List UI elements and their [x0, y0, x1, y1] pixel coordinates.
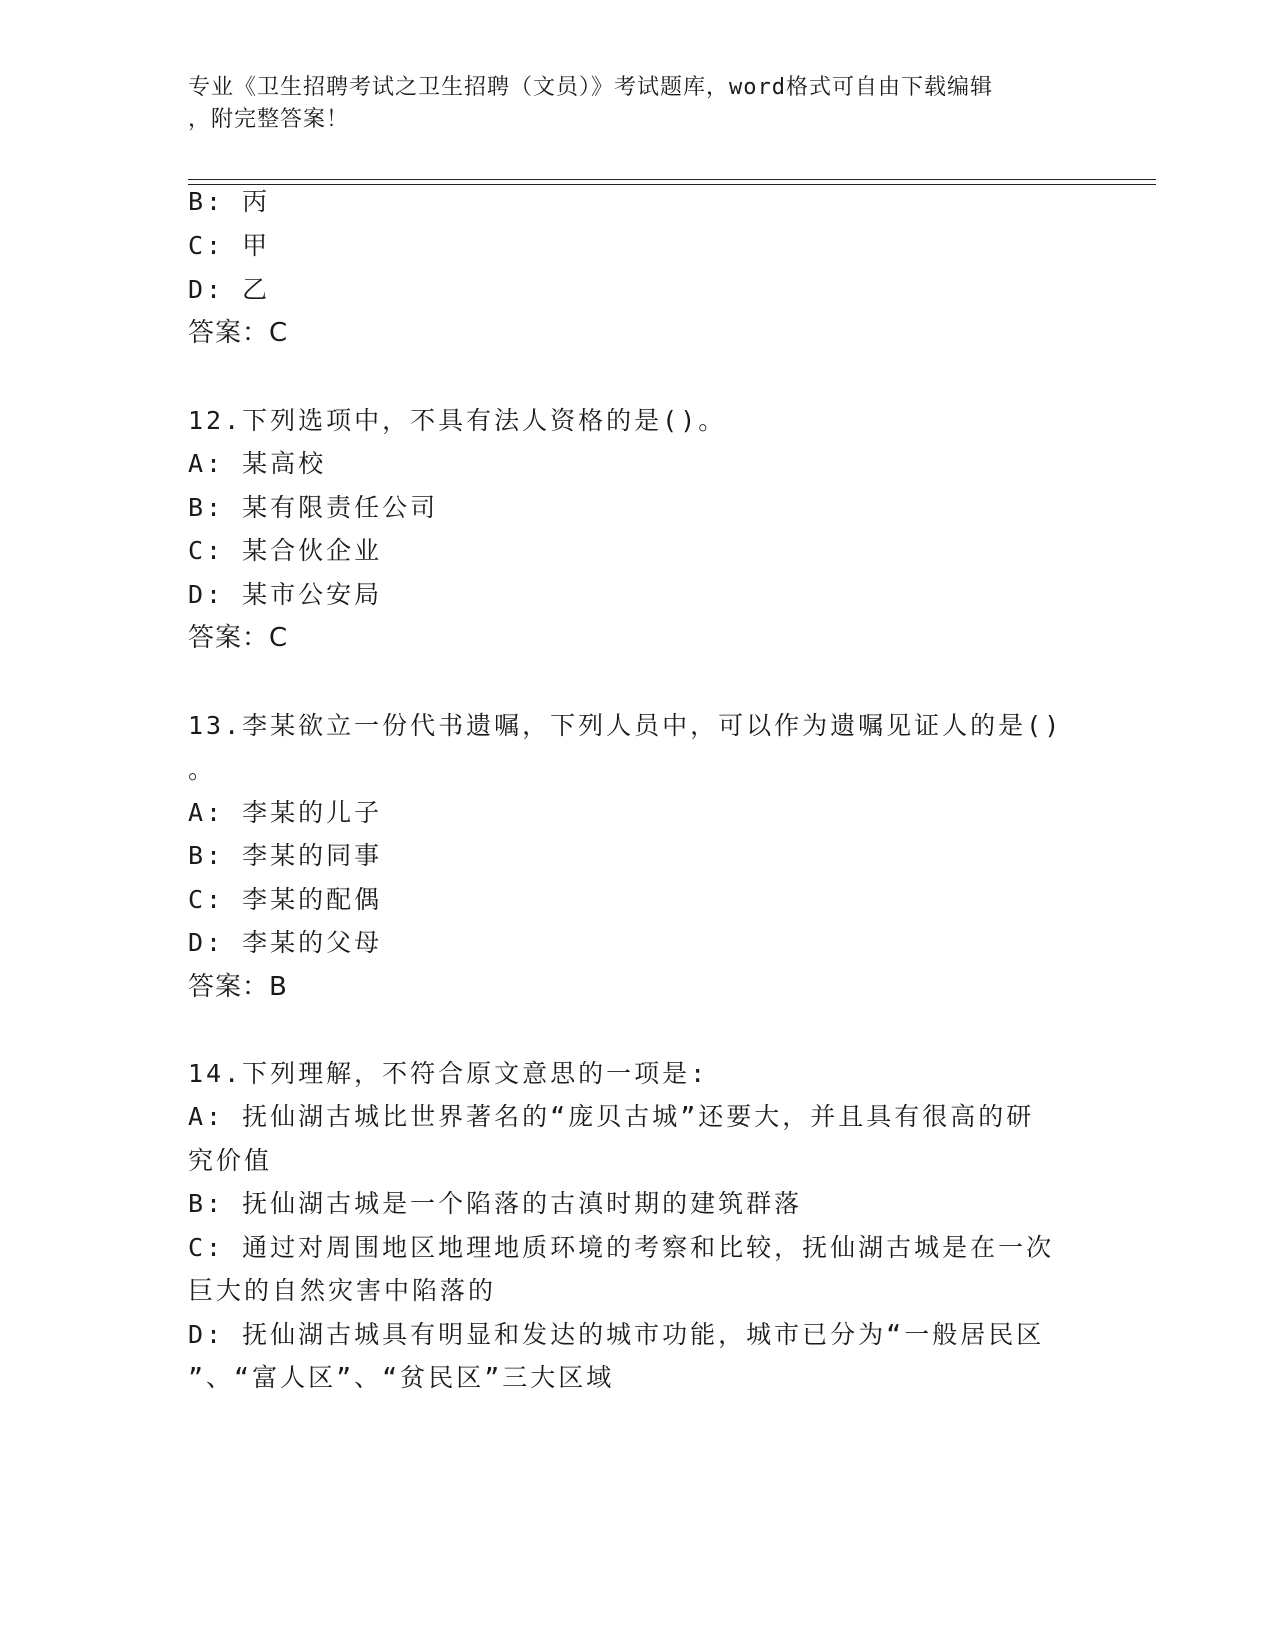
- header-line-2: ，附完整答案！: [188, 107, 350, 132]
- q12-option-c: C: 某合伙企业: [188, 536, 383, 565]
- q12-option-b: B: 某有限责任公司: [188, 493, 439, 522]
- q14-option-c-line-2: 巨大的自然灾害中陷落的: [188, 1276, 497, 1305]
- q13-option-d: D: 李某的父母: [188, 928, 383, 957]
- q14-option-c-line-1: C: 通过对周围地区地理地质环境的考察和比较，抚仙湖古城是在一次: [188, 1233, 1055, 1262]
- page-header: [188, 72, 1088, 136]
- q11-answer: 答案：C: [188, 318, 289, 348]
- q12-option-d: D: 某市公安局: [188, 580, 383, 609]
- q13-stem-line-1: 13.李某欲立一份代书遗嘱，下列人员中，可以作为遗嘱见证人的是(): [188, 711, 1063, 740]
- header-divider-bottom: [188, 184, 1156, 185]
- q13-option-b: B: 李某的同事: [188, 841, 383, 870]
- q13-option-c: C: 李某的配偶: [188, 885, 383, 914]
- q14-option-d-line-1: D: 抚仙湖古城具有明显和发达的城市功能，城市已分为“一般居民区: [188, 1320, 1045, 1349]
- q11-option-c: C: 甲: [188, 231, 271, 260]
- q14-option-a-line-1: A: 抚仙湖古城比世界著名的“庞贝古城”还要大，并且具有很高的研: [188, 1102, 1035, 1131]
- q11-option-d: D: 乙: [188, 275, 271, 304]
- q14-option-a-line-2: 究价值: [188, 1146, 273, 1175]
- q14-stem: 14.下列理解，不符合原文意思的一项是:: [188, 1059, 709, 1088]
- q12-option-a: A: 某高校: [188, 449, 327, 478]
- q14-option-d-line-2: ”、“富人区”、“贫民区”三大区域: [188, 1363, 615, 1392]
- q11-option-b: B: 丙: [188, 187, 271, 216]
- q13-answer: 答案：B: [188, 972, 288, 1002]
- q13-option-a: A: 李某的儿子: [188, 798, 383, 827]
- q12-answer: 答案：C: [188, 623, 289, 653]
- q14-option-b: B: 抚仙湖古城是一个陷落的古滇时期的建筑群落: [188, 1189, 803, 1218]
- header-divider-top: [188, 179, 1156, 180]
- q12-stem: 12.下列选项中，不具有法人资格的是()。: [188, 406, 727, 435]
- header-line-1: 专业《卫生招聘考试之卫生招聘（文员）》考试题库，word格式可自由下载编辑: [188, 75, 993, 100]
- q13-stem-line-2: 。: [188, 755, 217, 784]
